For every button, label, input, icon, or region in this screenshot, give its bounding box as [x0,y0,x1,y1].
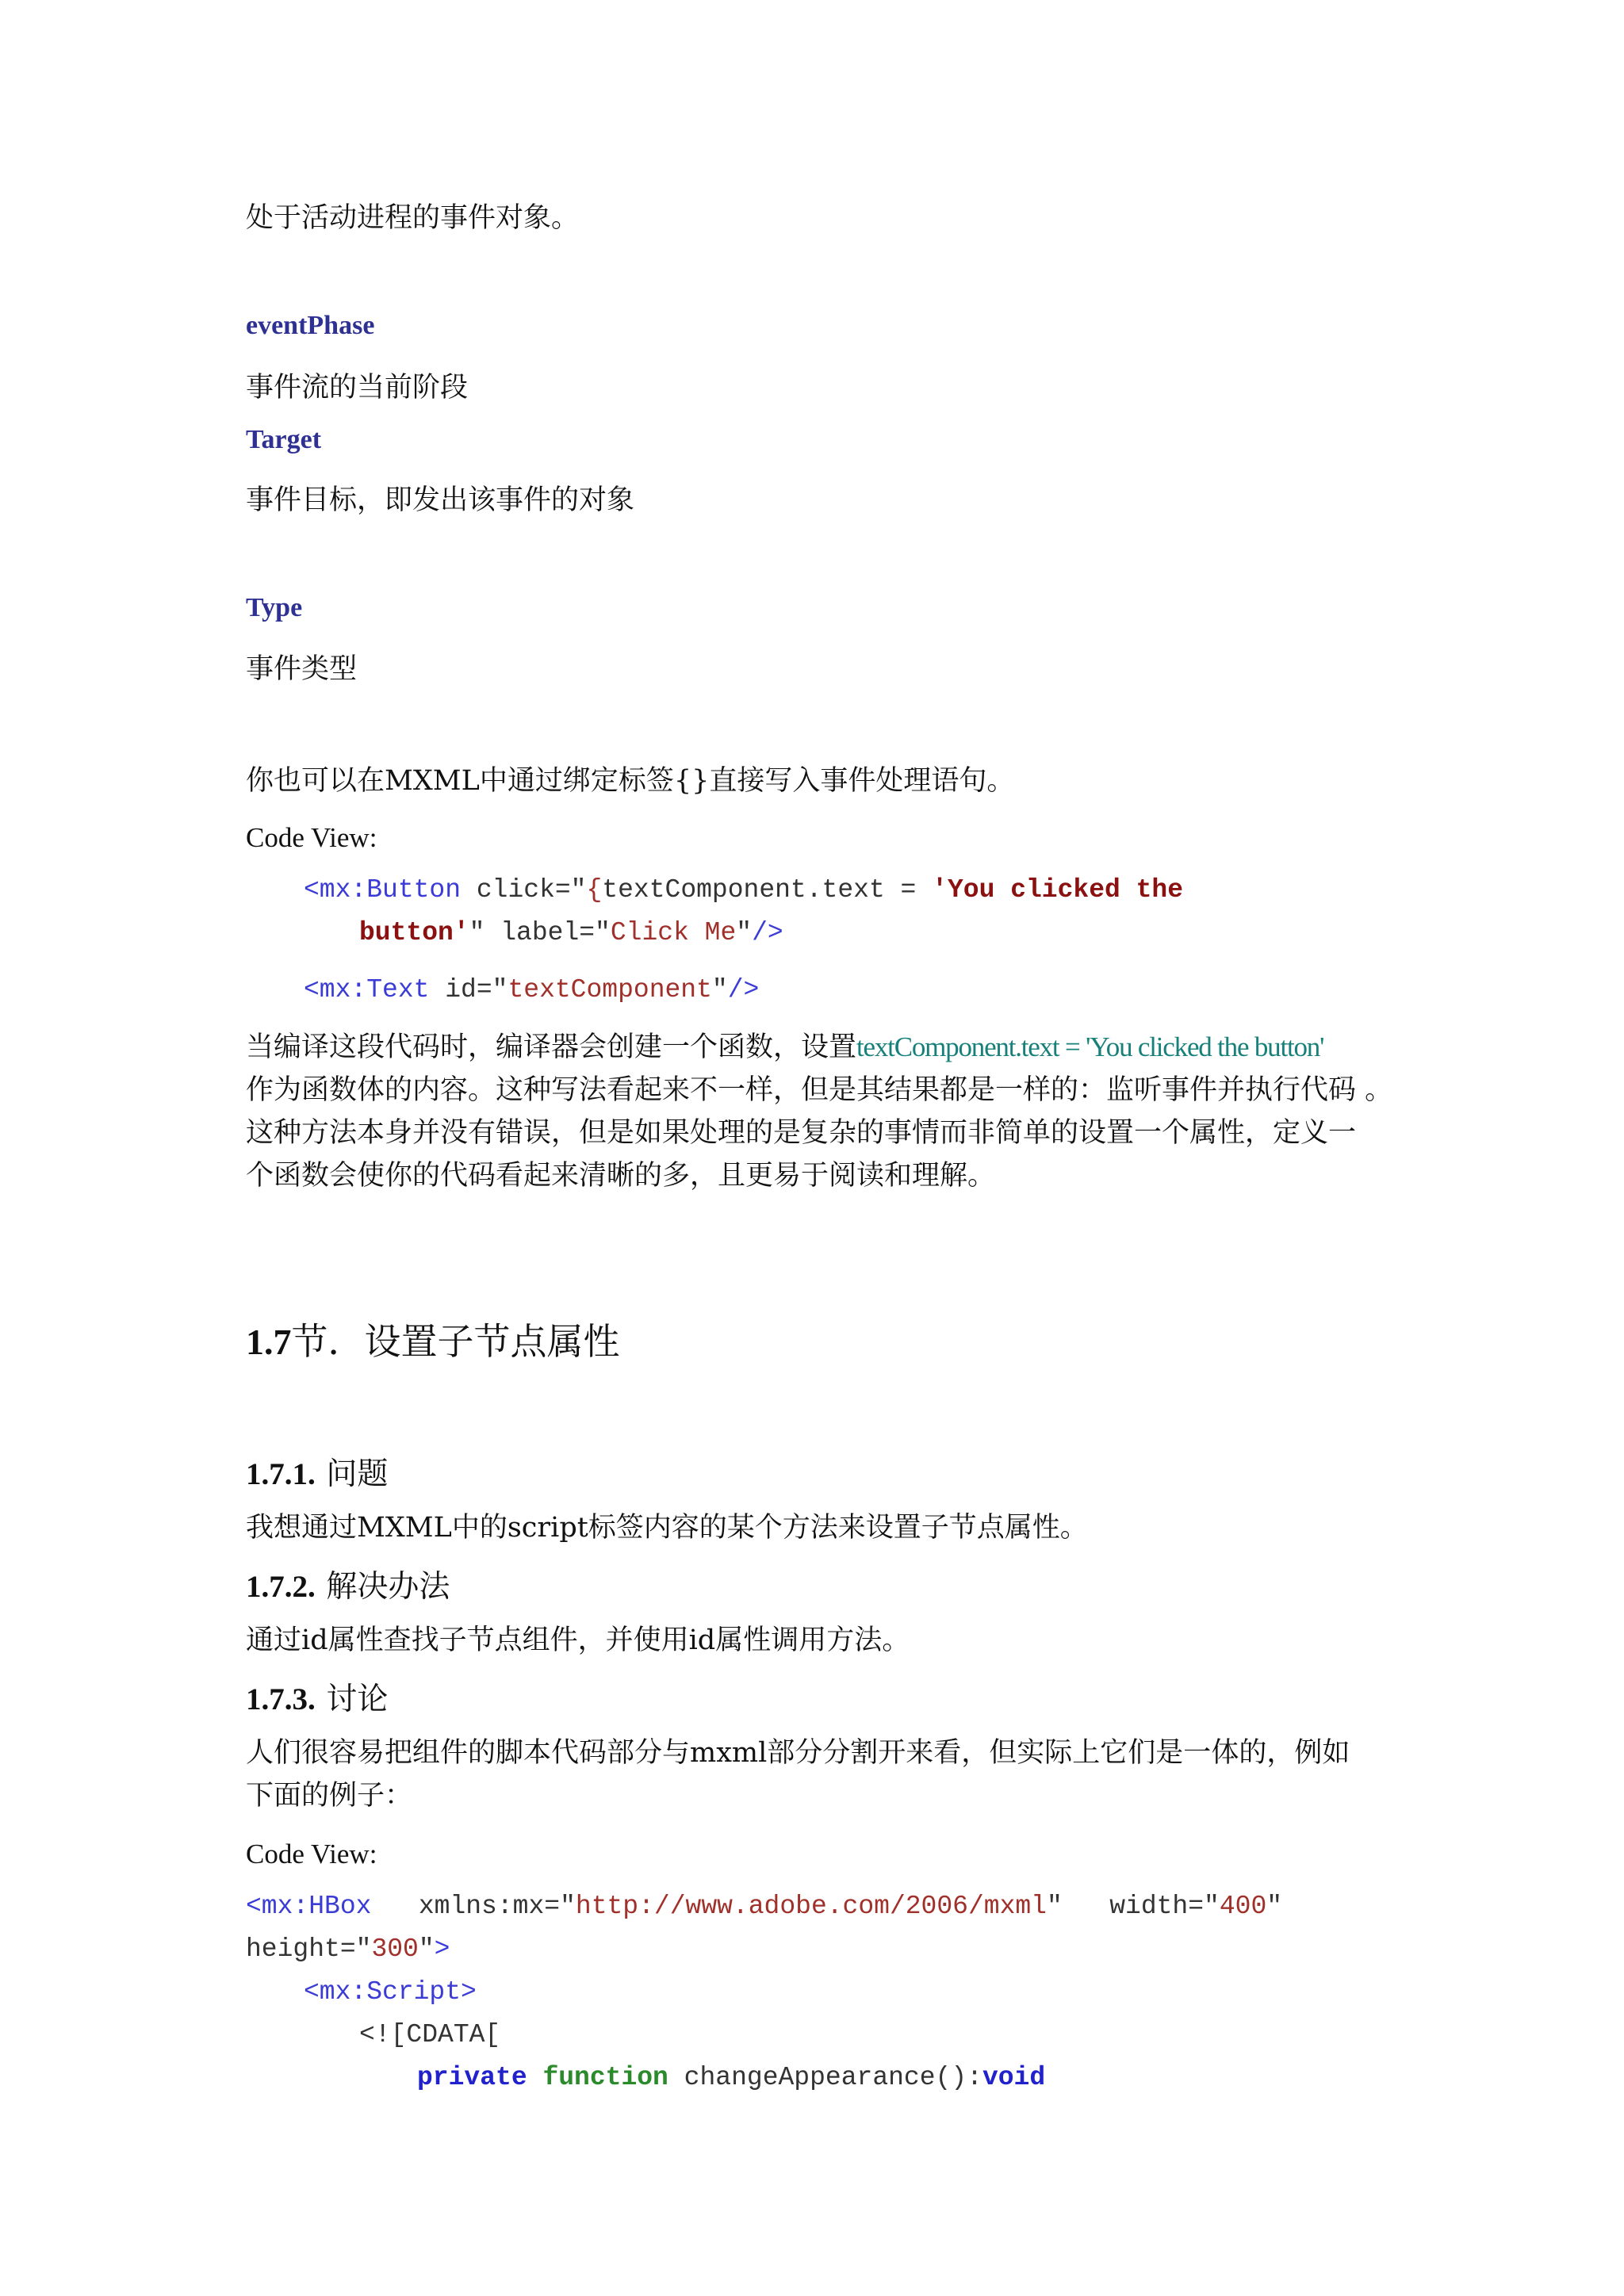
code-value-textcomponent: textComponent [508,975,712,1004]
code-view-label-2: Code View: [246,1839,377,1869]
code-keyword-function: function [542,2063,668,2092]
subsection-number: 1.7.2. [246,1570,316,1604]
subsection-text-discussion-1: 人们很容易把组件的脚本代码部分与mxml部分分割开来看，但实际上它们是一体的，例如 [246,1737,1350,1769]
code-line-script [304,1971,477,2014]
code-value-namespace: http://www.adobe.com/2006/mxml [575,1892,1047,1921]
property-name-target: Target [246,425,322,454]
property-name-type: Type [246,593,303,622]
code-quote: " [418,1934,435,1964]
code-attr-click: click=" [461,875,587,905]
property-desc-target: 事件目标，即发出该事件的对象 [246,484,635,516]
code-attr-width: " width=" [1047,1892,1220,1921]
subsection-title: 讨论 [326,1682,389,1717]
code-quote: " [736,918,753,947]
code-tag-text: <mx:Text [304,975,430,1004]
code-attr-id: id=" [429,975,508,1004]
code-tag-hbox: <mx:HBox [246,1892,372,1921]
subsection-number: 1.7.3. [246,1682,316,1716]
code-keyword-void: void [982,2063,1046,2092]
code-function-name: changeAppearance(): [668,2063,982,2092]
mxml-binding-intro: 你也可以在MXML中通过绑定标签{}直接写入事件处理语句。 [246,765,1015,797]
property-name-eventphase: eventPhase [246,311,375,340]
text-line-active-object: 处于活动进程的事件对象。 [246,202,580,234]
subsection-heading-1-7-2 [246,1562,450,1606]
subsection-text-discussion-2: 下面的例子： [246,1780,413,1812]
code-value-width: 400 [1219,1892,1267,1921]
property-desc-type: 事件类型 [246,653,358,685]
code-tag-button: <mx:Button [304,875,462,905]
subsection-text-solution: 通过id属性查找子节点组件，并使用id属性调用方法。 [246,1624,910,1656]
subsection-number: 1.7.1. [246,1457,316,1491]
code-value-click-me: Click Me [610,918,737,947]
code-brace: { [586,875,603,905]
code-value-height: 300 [371,1934,419,1964]
code-line-text [304,969,759,1012]
subsection-heading-1-7-1 [246,1449,388,1494]
code-keyword-private: private [417,2063,527,2092]
code-line-button-1 [304,869,1183,912]
section-title: 节．设置子节点属性 [291,1320,620,1363]
compile-paragraph-line-1 [246,1026,1323,1069]
compile-paragraph-line-4: 个函数会使你的代码看起来清晰的多，且更易于阅读和理解。 [246,1160,996,1192]
code-string-part1: 'You clicked the [932,875,1184,905]
code-line-hbox-2 [246,1928,450,1971]
code-tag-close: > [434,1934,450,1964]
section-number: 1.7 [246,1322,292,1362]
code-attr-label: " label=" [469,918,611,947]
code-tag-close: /> [727,975,760,1004]
property-desc-eventphase: 事件流的当前阶段 [246,372,469,404]
section-heading-1-7 [246,1313,620,1365]
subsection-heading-1-7-3 [246,1674,388,1719]
compile-text: 当编译这段代码时，编译器会创建一个函数，设置 [246,1031,857,1063]
code-line-function [417,2057,1045,2099]
code-tag-script: <mx:Script> [304,1977,477,2007]
document-page [246,0,1393,2296]
code-view-label-1: Code View: [246,822,377,853]
code-line-hbox-1 [246,1885,1282,1928]
code-line-button-2 [359,912,783,955]
subsection-title: 解决办法 [326,1569,450,1605]
code-quote: " [711,975,728,1004]
code-line-cdata: <![CDATA[ [359,2020,501,2049]
code-attr-xmlns: xmlns:mx=" [371,1892,576,1921]
compile-inline-code: textComponent.text = 'You clicked the button' [856,1031,1324,1062]
compile-paragraph-line-3: 这种方法本身并没有错误，但是如果处理的是复杂的事情而非简单的设置一个属性，定义一 [246,1117,1357,1149]
code-string-part2: button' [359,918,469,947]
code-quote: " [1266,1892,1283,1921]
subsection-text-problem: 我想通过MXML中的script标签内容的某个方法来设置子节点属性。 [246,1512,1088,1544]
compile-paragraph-line-2: 作为函数体的内容。这种写法看起来不一样，但是其结果都是一样的：监听事件并执行代码 。 [246,1074,1393,1106]
code-expr: textComponent.text = [602,875,933,905]
code-attr-height: height=" [246,1934,372,1964]
code-tag-close: /> [752,918,783,947]
subsection-title: 问题 [326,1456,389,1492]
